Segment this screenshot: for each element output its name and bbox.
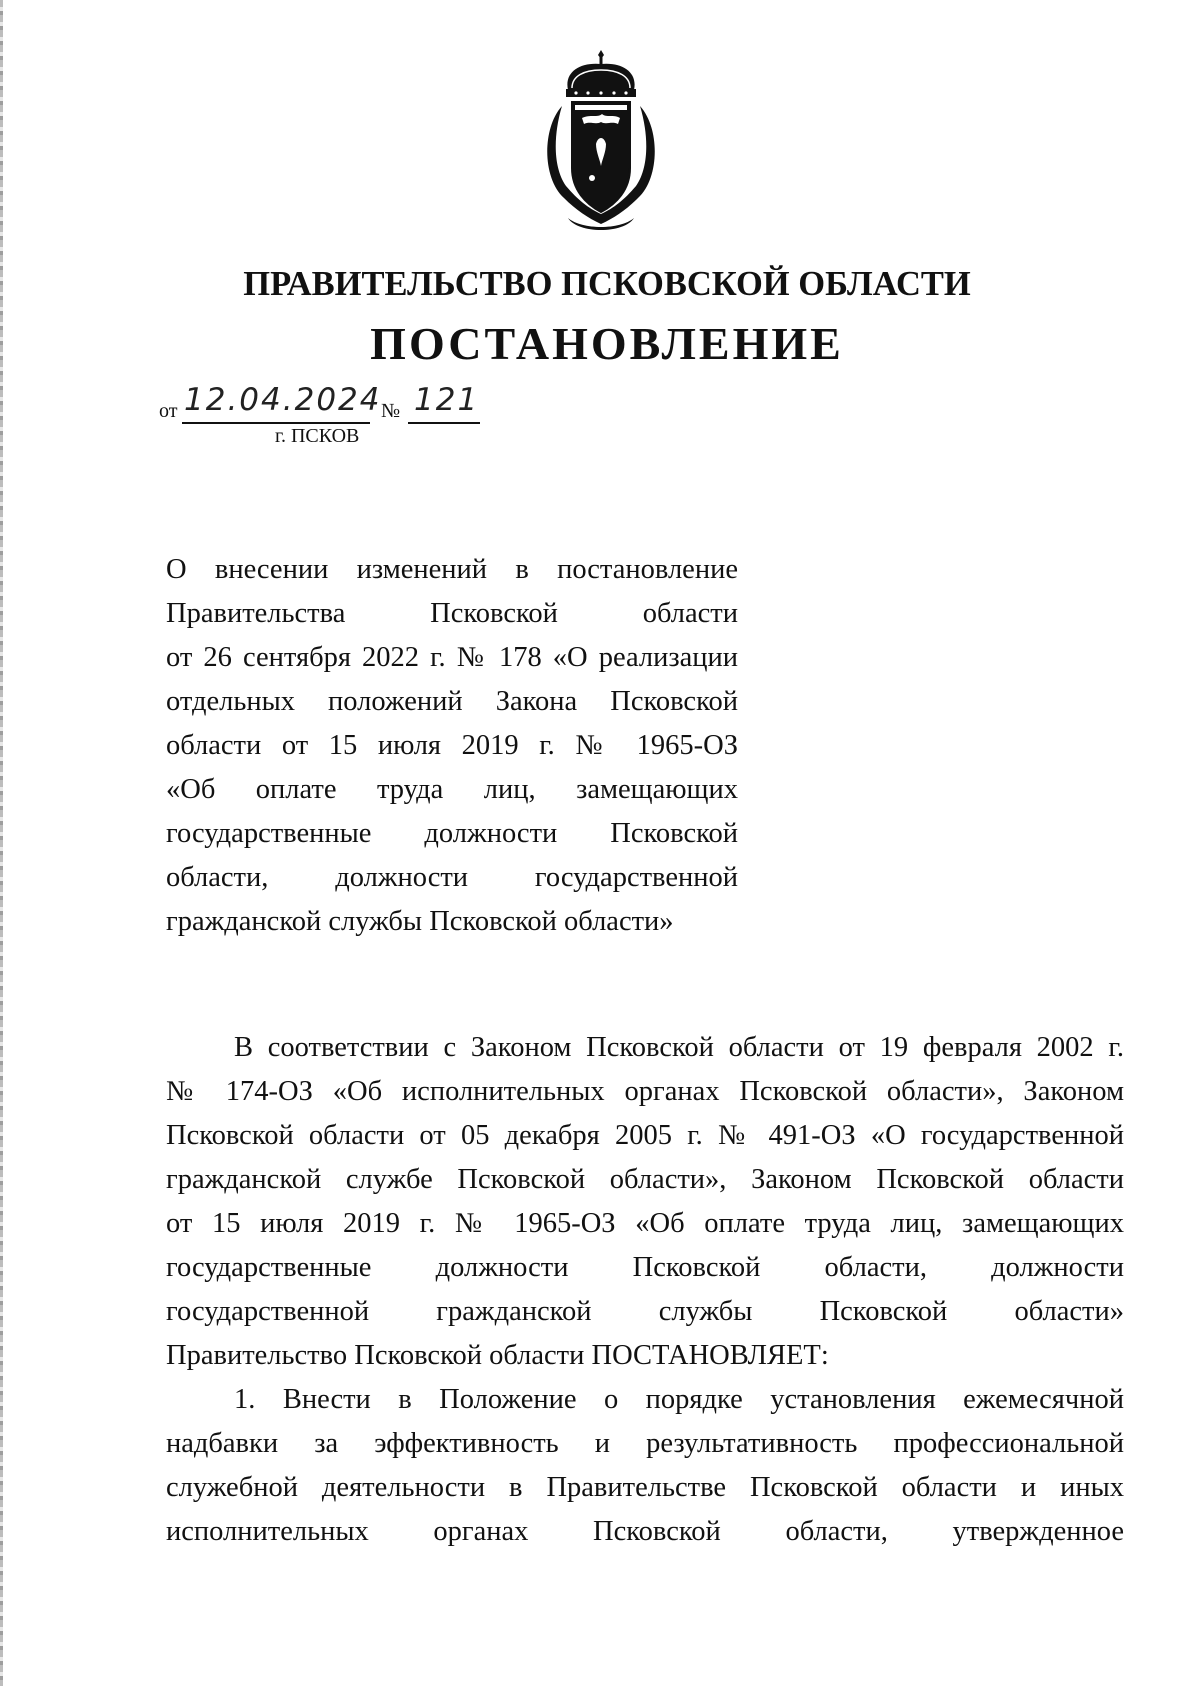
body-line: В соответствии с Законом Псковской области от 19 февраля 2002 г. [234, 1032, 1124, 1063]
body-line: № 174-ОЗ «Об исполнительных органах Псковской области», Законом [166, 1076, 1124, 1107]
body-line: государственной гражданской службы Псковской области» [166, 1296, 1124, 1327]
organization-title: ПРАВИТЕЛЬСТВО ПСКОВСКОЙ ОБЛАСТИ [243, 265, 971, 303]
document-type-title: ПОСТАНОВЛЕНИЕ [370, 318, 844, 369]
document-subject [166, 548, 738, 944]
date-underline [182, 422, 370, 424]
subject-line: от 26 сентября 2022 г. № 178 «О реализации [166, 642, 738, 673]
subject-line: О внесении изменений в постановление [166, 554, 738, 585]
document-body [166, 1026, 1124, 1554]
body-line: 1. Внести в Положение о порядке установления ежемесячной [234, 1384, 1124, 1415]
scan-edge [0, 0, 3, 1686]
subject-line: государственные должности Псковской [166, 818, 738, 849]
subject-line: отдельных положений Закона Псковской [166, 686, 738, 717]
handwritten-date: 12.04.2024 [184, 382, 382, 418]
subject-line: «Об оплате труда лиц, замещающих [166, 774, 738, 805]
body-line: Правительство Псковской области ПОСТАНОВЛЯЕТ: [166, 1340, 829, 1371]
body-line: гражданской службе Псковской области», Законом Псковской области [166, 1164, 1124, 1195]
subject-line: Правительства Псковской области [166, 598, 738, 629]
place: г. ПСКОВ [275, 425, 360, 447]
number-prefix: № [381, 400, 401, 422]
subject-line: гражданской службы Псковской области» [166, 906, 674, 937]
body-line: от 15 июля 2019 г. № 1965-ОЗ «Об оплате труда лиц, замещающих [166, 1208, 1124, 1239]
subject-line: области, должности государственной [166, 862, 738, 893]
body-line: служебной деятельности в Правительстве Псковской области и иных [166, 1472, 1124, 1503]
body-line: надбавки за эффективность и результативность профессиональной [166, 1428, 1124, 1459]
coat-of-arms-icon [528, 48, 674, 234]
date-prefix: от [159, 400, 178, 422]
subject-line: области от 15 июля 2019 г. № 1965-ОЗ [166, 730, 738, 761]
body-line: исполнительных органах Псковской области, утвержденное [166, 1516, 1124, 1547]
number-underline [408, 422, 480, 424]
body-line: государственные должности Псковской области, должности [166, 1252, 1124, 1283]
body-line: Псковской области от 05 декабря 2005 г. № 491-ОЗ «О государственной [166, 1120, 1124, 1151]
handwritten-number: 121 [414, 382, 480, 418]
